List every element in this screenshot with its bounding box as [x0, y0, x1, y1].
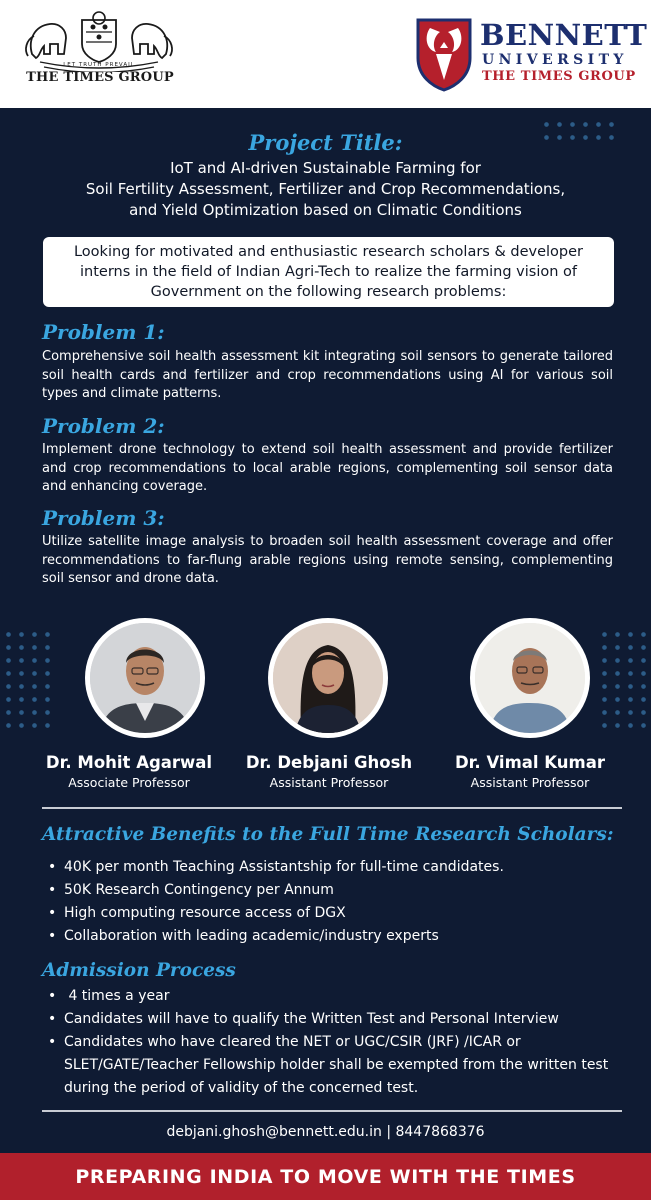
person-portrait-icon	[90, 623, 200, 733]
intro-box	[43, 237, 614, 307]
list-item: • Collaboration with leading academic/industry experts	[48, 925, 638, 948]
faculty-name-3: Dr. Vimal Kumar	[454, 753, 606, 772]
benefits-title: Attractive Benefits to the Full Time Research Scholars:	[42, 824, 614, 845]
bennett-shield-logo	[416, 18, 472, 92]
faculty-title-1: Associate Professor	[68, 775, 190, 790]
list-item: • Candidates will have to qualify the Written Test and Personal Interview	[48, 1008, 638, 1031]
list-item: • Candidates who have cleared the NET or UGC/CSIR (JRF) /ICAR or SLET/GATE/Teacher Fellowship holder shall be exempted from the written test during the period of validity of the concerned test.	[48, 1031, 638, 1100]
divider	[42, 1110, 622, 1112]
header-bar	[0, 0, 651, 108]
admission-title: Admission Process	[42, 960, 236, 981]
decorative-dots-right	[598, 628, 650, 732]
problem-1-text: Comprehensive soil health assessment kit integrating soil sensors to generate tailored soil health cards and fertilizer and crop recommendations using AI for various soil types and climate patterns.	[42, 349, 613, 401]
faculty-title-2: Assistant Professor	[269, 775, 389, 790]
list-item: • 40K per month Teaching Assistantship for full-time candidates.	[48, 856, 638, 879]
admission-list	[48, 985, 638, 1100]
bennett-university-word: UNIVERSITY	[482, 52, 628, 68]
list-item: • 4 times a year	[48, 985, 638, 1008]
footer-slogan: PREPARING INDIA TO MOVE WITH THE TIMES	[75, 1165, 576, 1188]
divider	[42, 807, 622, 809]
times-group-wordmark: THE TIMES GROUP	[26, 70, 174, 85]
project-title-label: Project Title:	[248, 130, 403, 155]
project-title-text	[30, 158, 621, 221]
list-item: • High computing resource access of DGX	[48, 902, 638, 925]
project-title-line: IoT and AI-driven Sustainable Farming for	[170, 159, 481, 177]
bennett-university-logo	[416, 16, 648, 92]
benefits-list	[48, 856, 638, 948]
bennett-times-group: THE TIMES GROUP	[482, 69, 636, 84]
faculty-name-1: Dr. Mohit Agarwal	[45, 753, 213, 772]
problem-1-title: Problem 1:	[42, 320, 165, 344]
problem-2-text: Implement drone technology to extend soil health assessment and provide fertilizer and crop recommendations to local arable regions, complementing soil sensor data and enhancing coverage.	[42, 442, 613, 494]
problem-3-title: Problem 3:	[42, 506, 165, 530]
list-item: • 50K Research Contingency per Annum	[48, 879, 638, 902]
footer-banner	[0, 1153, 651, 1200]
problem-3-text: Utilize satellite image analysis to broaden soil health assessment coverage and offer recommendations to far-flung arable regions using remote sensing, complementing soil sensor and drone data.	[42, 534, 613, 586]
faculty-title-3: Assistant Professor	[470, 775, 590, 790]
person-portrait-icon	[273, 623, 383, 733]
faculty-photo-vimal-kumar	[470, 618, 590, 738]
project-title-line: Soil Fertility Assessment, Fertilizer and Crop Recommendations,	[85, 180, 566, 198]
times-motto: LET TRUTH PREVAIL	[63, 62, 135, 68]
faculty-photo-mohit-agarwal	[85, 618, 205, 738]
intro-text: Looking for motivated and enthusiastic research scholars & developer interns in the field of Indian Agri-Tech to realize the farming vision of Government on the following research problems:	[73, 244, 583, 300]
faculty-name-2: Dr. Debjani Ghosh	[245, 753, 413, 772]
person-portrait-icon	[475, 623, 585, 733]
project-title-line: and Yield Optimization based on Climatic Conditions	[129, 201, 522, 219]
decorative-dots-left	[2, 628, 54, 732]
faculty-photo-debjani-ghosh	[268, 618, 388, 738]
bennett-name: BENNETT	[480, 18, 648, 52]
contact-info: debjani.ghosh@bennett.edu.in | 8447868376	[166, 1124, 485, 1140]
problem-2-title: Problem 2:	[42, 414, 165, 438]
